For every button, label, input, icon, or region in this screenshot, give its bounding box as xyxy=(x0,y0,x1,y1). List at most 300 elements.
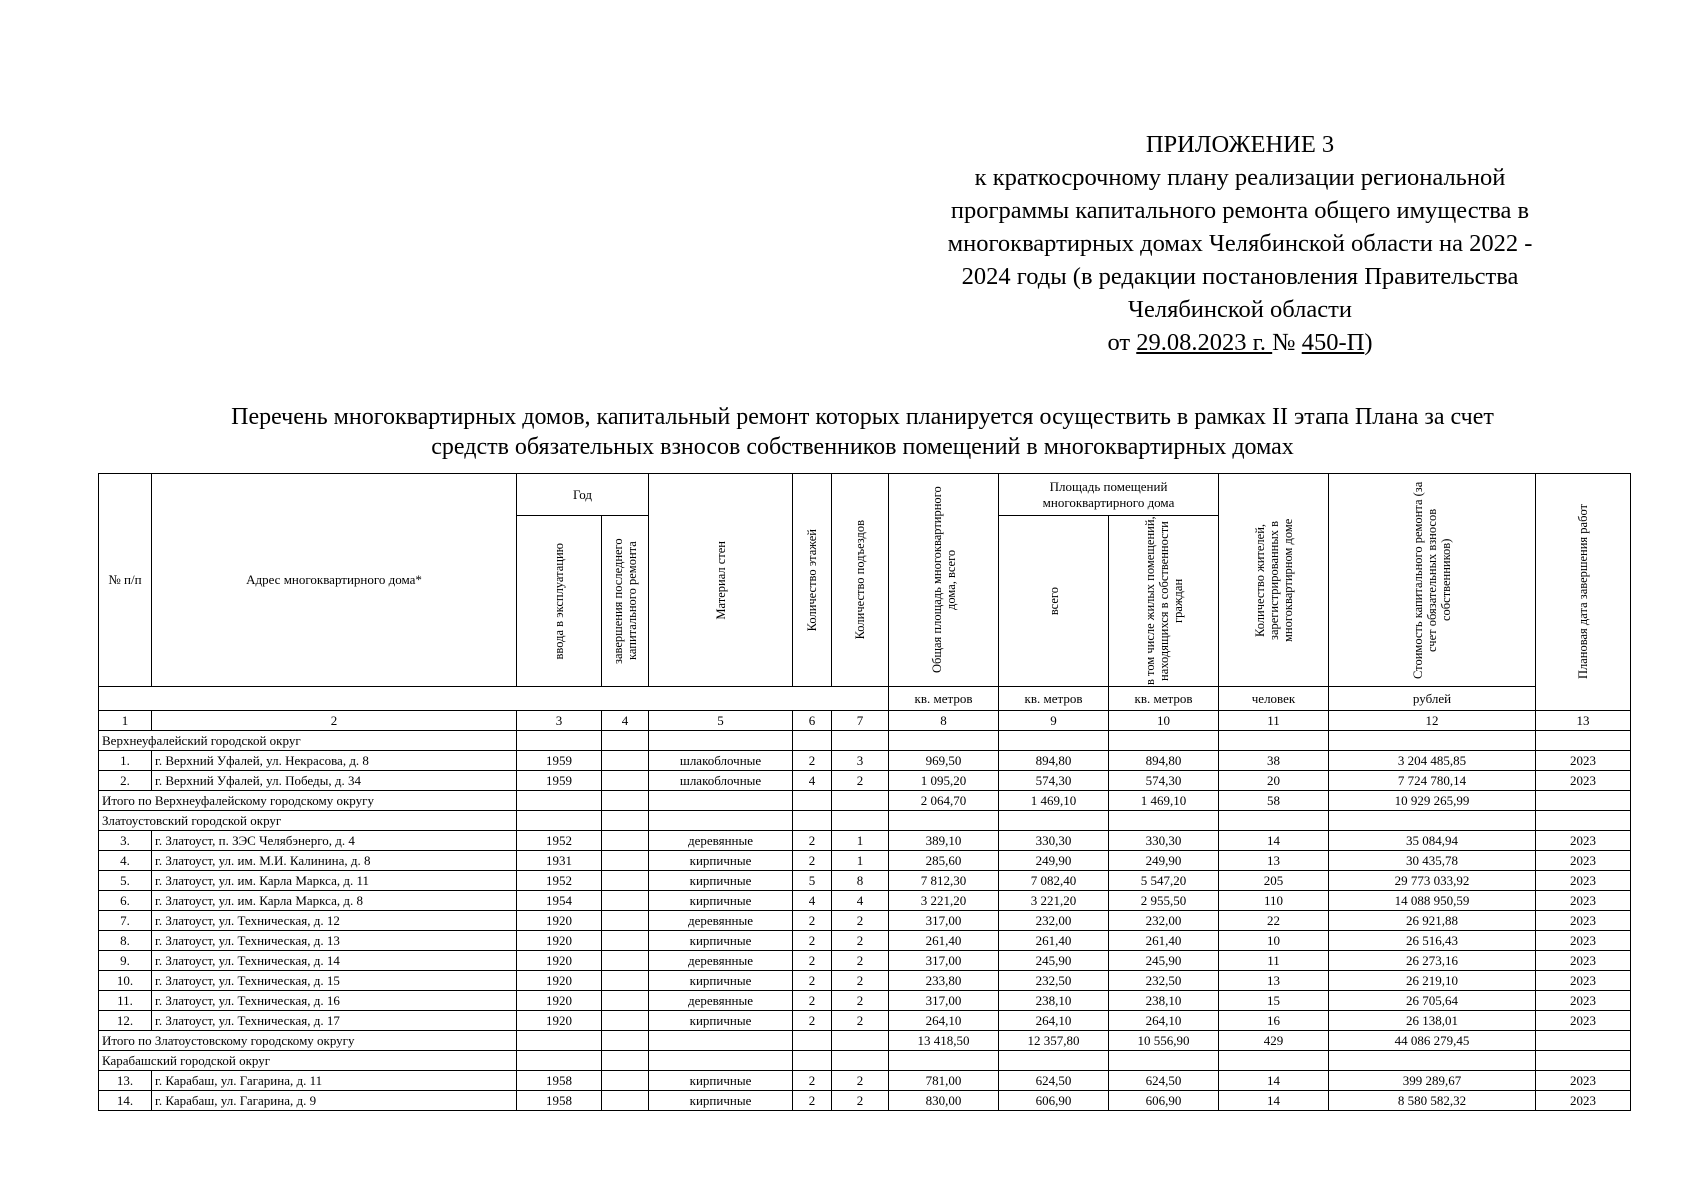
empty-cell xyxy=(832,811,889,831)
planned-date: 2023 xyxy=(1536,1011,1631,1031)
year-commission: 1959 xyxy=(517,771,602,791)
empty-cell xyxy=(602,791,649,811)
table-row xyxy=(99,991,1631,1011)
floors: 4 xyxy=(793,771,832,791)
premises-citizens: 232,50 xyxy=(1109,971,1219,991)
total-area: 389,10 xyxy=(889,831,999,851)
floors: 2 xyxy=(793,831,832,851)
year-commission: 1920 xyxy=(517,1011,602,1031)
table-row xyxy=(99,851,1631,871)
year-last-repair xyxy=(602,971,649,991)
row-number: 6. xyxy=(99,891,152,911)
unit-premises-citizens: кв. метров xyxy=(1109,687,1219,711)
premises-area: 330,30 xyxy=(999,831,1109,851)
decree-close: ) xyxy=(1364,329,1373,356)
premises-citizens: 2 955,50 xyxy=(1109,891,1219,911)
row-number: 8. xyxy=(99,931,152,951)
entrances: 1 xyxy=(832,831,889,851)
total-cost: 10 929 265,99 xyxy=(1329,791,1536,811)
premises-area: 7 082,40 xyxy=(999,871,1109,891)
unit-premises: кв. метров xyxy=(999,687,1109,711)
empty-cell xyxy=(793,791,832,811)
floors: 4 xyxy=(793,891,832,911)
empty-cell xyxy=(602,1031,649,1051)
column-number-13: 13 xyxy=(1536,711,1631,731)
unit-cost: рублей xyxy=(1329,687,1536,711)
year-commission: 1920 xyxy=(517,991,602,1011)
repair-cost: 26 705,64 xyxy=(1329,991,1536,1011)
appendix-header xyxy=(900,128,1580,359)
year-last-repair xyxy=(602,831,649,851)
year-last-repair xyxy=(602,911,649,931)
empty-cell xyxy=(999,731,1109,751)
wall-material: деревянные xyxy=(649,951,793,971)
empty-cell xyxy=(1109,731,1219,751)
planned-date: 2023 xyxy=(1536,771,1631,791)
entrances: 2 xyxy=(832,1011,889,1031)
repair-cost: 3 204 485,85 xyxy=(1329,751,1536,771)
header-premises-total: всего xyxy=(999,516,1109,687)
entrances: 3 xyxy=(832,751,889,771)
planned-date: 2023 xyxy=(1536,911,1631,931)
empty-cell xyxy=(1219,811,1329,831)
column-number-7: 7 xyxy=(832,711,889,731)
entrances: 2 xyxy=(832,971,889,991)
table-row xyxy=(99,971,1631,991)
floors: 2 xyxy=(793,951,832,971)
address: г. Златоуст, ул. им. Карла Маркса, д. 11 xyxy=(152,871,517,891)
table-row xyxy=(99,871,1631,891)
appendix-line-4: 2024 годы (в редакции постановления Правительства xyxy=(961,263,1519,290)
year-commission: 1920 xyxy=(517,911,602,931)
premises-area: 264,10 xyxy=(999,1011,1109,1031)
header-total-area: Общая площадь многоквартирного дома, всего xyxy=(889,474,999,687)
year-last-repair xyxy=(602,891,649,911)
total-label: Итого по Златоустовскому городскому округу xyxy=(99,1031,517,1051)
row-number: 9. xyxy=(99,951,152,971)
decree-date: 29.08.2023 г. xyxy=(1136,329,1273,356)
planned-date: 2023 xyxy=(1536,1071,1631,1091)
repair-cost: 26 273,16 xyxy=(1329,951,1536,971)
total-area: 285,60 xyxy=(889,851,999,871)
premises-citizens: 232,00 xyxy=(1109,911,1219,931)
residents: 38 xyxy=(1219,751,1329,771)
planned-date: 2023 xyxy=(1536,971,1631,991)
floors: 2 xyxy=(793,1091,832,1111)
premises-area: 249,90 xyxy=(999,851,1109,871)
empty-cell xyxy=(602,1051,649,1071)
empty-cell xyxy=(793,1031,832,1051)
list-title-line-1: Перечень многоквартирных домов, капитальный ремонт которых планируется осуществить в рамках II этапа Плана за счет xyxy=(231,404,1494,430)
section-row xyxy=(99,1051,1631,1071)
repair-cost: 26 138,01 xyxy=(1329,1011,1536,1031)
address: г. Златоуст, ул. им. Карла Маркса, д. 8 xyxy=(152,891,517,911)
row-number: 3. xyxy=(99,831,152,851)
premises-area: 606,90 xyxy=(999,1091,1109,1111)
header-num: № п/п xyxy=(99,474,152,687)
premises-citizens: 330,30 xyxy=(1109,831,1219,851)
year-commission: 1931 xyxy=(517,851,602,871)
repair-cost: 26 921,88 xyxy=(1329,911,1536,931)
residents: 14 xyxy=(1219,1091,1329,1111)
appendix-line-3: многоквартирных домах Челябинской области на 2022 - xyxy=(947,230,1533,257)
total-premises-citizens: 1 469,10 xyxy=(1109,791,1219,811)
year-last-repair xyxy=(602,1091,649,1111)
repair-cost: 14 088 950,59 xyxy=(1329,891,1536,911)
wall-material: кирпичные xyxy=(649,1091,793,1111)
unit-area: кв. метров xyxy=(889,687,999,711)
row-number: 11. xyxy=(99,991,152,1011)
residents: 22 xyxy=(1219,911,1329,931)
column-number-8: 8 xyxy=(889,711,999,731)
empty-cell xyxy=(832,791,889,811)
year-commission: 1958 xyxy=(517,1091,602,1111)
address: г. Златоуст, ул. им. М.И. Калинина, д. 8 xyxy=(152,851,517,871)
total-area: 3 221,20 xyxy=(889,891,999,911)
empty-cell xyxy=(1536,791,1631,811)
empty-cell xyxy=(889,731,999,751)
residents: 110 xyxy=(1219,891,1329,911)
year-commission: 1958 xyxy=(517,1071,602,1091)
empty-cell xyxy=(649,791,793,811)
header-floors: Количество этажей xyxy=(793,474,832,687)
row-number: 12. xyxy=(99,1011,152,1031)
residents: 14 xyxy=(1219,831,1329,851)
total-area: 317,00 xyxy=(889,951,999,971)
premises-area: 232,00 xyxy=(999,911,1109,931)
residents: 14 xyxy=(1219,1071,1329,1091)
appendix-decree-ref xyxy=(900,326,1580,359)
empty-cell xyxy=(517,791,602,811)
entrances: 2 xyxy=(832,951,889,971)
table-row xyxy=(99,1091,1631,1111)
empty-cell xyxy=(999,1051,1109,1071)
residents: 205 xyxy=(1219,871,1329,891)
empty-cell xyxy=(1109,811,1219,831)
section-label: Верхнеуфалейский городской округ xyxy=(99,731,517,751)
table-row xyxy=(99,1071,1631,1091)
header-premises-citizens: в том числе жилых помещений, находящихся в собственности граждан xyxy=(1109,516,1219,687)
year-last-repair xyxy=(602,751,649,771)
entrances: 4 xyxy=(832,891,889,911)
decree-number-sign: № xyxy=(1272,329,1302,356)
empty-cell xyxy=(1536,1031,1631,1051)
total-area: 261,40 xyxy=(889,931,999,951)
empty-cell xyxy=(602,731,649,751)
premises-citizens: 249,90 xyxy=(1109,851,1219,871)
premises-citizens: 574,30 xyxy=(1109,771,1219,791)
premises-area: 624,50 xyxy=(999,1071,1109,1091)
floors: 5 xyxy=(793,871,832,891)
empty-cell xyxy=(1536,731,1631,751)
wall-material: деревянные xyxy=(649,831,793,851)
header-entrances: Количество подъездов xyxy=(832,474,889,687)
address: г. Верхний Уфалей, ул. Победы, д. 34 xyxy=(152,771,517,791)
residents: 20 xyxy=(1219,771,1329,791)
decree-from: от xyxy=(1107,329,1137,356)
total-residents: 58 xyxy=(1219,791,1329,811)
total-premises: 1 469,10 xyxy=(999,791,1109,811)
wall-material: кирпичные xyxy=(649,971,793,991)
repair-cost: 7 724 780,14 xyxy=(1329,771,1536,791)
row-number: 13. xyxy=(99,1071,152,1091)
row-number: 14. xyxy=(99,1091,152,1111)
total-row xyxy=(99,1031,1631,1051)
address: г. Златоуст, ул. Техническая, д. 16 xyxy=(152,991,517,1011)
header-year-commission: ввода в эксплуатацию xyxy=(517,516,602,687)
repair-cost: 30 435,78 xyxy=(1329,851,1536,871)
address: г. Златоуст, ул. Техническая, д. 14 xyxy=(152,951,517,971)
empty-cell xyxy=(649,811,793,831)
repair-cost: 35 084,94 xyxy=(1329,831,1536,851)
repair-cost: 399 289,67 xyxy=(1329,1071,1536,1091)
section-label: Карабашский городской округ xyxy=(99,1051,517,1071)
header-residents: Количество жителей, зарегистрированных в многоквартирном доме xyxy=(1219,474,1329,687)
wall-material: кирпичные xyxy=(649,891,793,911)
wall-material: деревянные xyxy=(649,991,793,1011)
column-numbers xyxy=(99,711,1631,731)
column-number-9: 9 xyxy=(999,711,1109,731)
column-number-6: 6 xyxy=(793,711,832,731)
column-number-5: 5 xyxy=(649,711,793,731)
total-area: 317,00 xyxy=(889,991,999,1011)
appendix-line-5: Челябинской области xyxy=(1128,296,1352,323)
empty-cell xyxy=(1536,811,1631,831)
premises-area: 245,90 xyxy=(999,951,1109,971)
decree-number: 450-П xyxy=(1301,329,1365,356)
floors: 2 xyxy=(793,851,832,871)
table-row xyxy=(99,771,1631,791)
year-last-repair xyxy=(602,951,649,971)
premises-area: 261,40 xyxy=(999,931,1109,951)
premises-citizens: 624,50 xyxy=(1109,1071,1219,1091)
premises-citizens: 606,90 xyxy=(1109,1091,1219,1111)
column-number-1: 1 xyxy=(99,711,152,731)
planned-date: 2023 xyxy=(1536,931,1631,951)
list-title-line-2: средств обязательных взносов собственников помещений в многоквартирных домах xyxy=(431,434,1294,460)
unit-residents: человек xyxy=(1219,687,1329,711)
residents: 13 xyxy=(1219,851,1329,871)
planned-date: 2023 xyxy=(1536,831,1631,851)
total-row xyxy=(99,791,1631,811)
empty-cell xyxy=(1219,1051,1329,1071)
repair-cost: 26 516,43 xyxy=(1329,931,1536,951)
planned-date: 2023 xyxy=(1536,851,1631,871)
table-row xyxy=(99,831,1631,851)
address: г. Златоуст, ул. Техническая, д. 13 xyxy=(152,931,517,951)
total-area: 264,10 xyxy=(889,1011,999,1031)
empty-cell xyxy=(999,811,1109,831)
premises-citizens: 261,40 xyxy=(1109,931,1219,951)
entrances: 8 xyxy=(832,871,889,891)
table-body xyxy=(99,731,1631,1111)
residents: 13 xyxy=(1219,971,1329,991)
planned-date: 2023 xyxy=(1536,891,1631,911)
empty-cell xyxy=(832,1031,889,1051)
table-row xyxy=(99,891,1631,911)
header-cost: Стоимость капитального ремонта (за счет обязательных взносов собственников) xyxy=(1329,474,1536,687)
column-number-2: 2 xyxy=(152,711,517,731)
address: г. Златоуст, ул. Техническая, д. 17 xyxy=(152,1011,517,1031)
planned-date: 2023 xyxy=(1536,1091,1631,1111)
total-premises: 12 357,80 xyxy=(999,1031,1109,1051)
floors: 2 xyxy=(793,1071,832,1091)
total-area: 1 095,20 xyxy=(889,771,999,791)
table-row xyxy=(99,911,1631,931)
total-area: 13 418,50 xyxy=(889,1031,999,1051)
empty-cell xyxy=(793,1051,832,1071)
empty-cell xyxy=(889,811,999,831)
header-wall: Материал стен xyxy=(649,474,793,687)
wall-material: кирпичные xyxy=(649,871,793,891)
floors: 2 xyxy=(793,911,832,931)
section-row xyxy=(99,811,1631,831)
entrances: 2 xyxy=(832,911,889,931)
empty-cell xyxy=(1329,731,1536,751)
empty-cell xyxy=(517,731,602,751)
residents: 15 xyxy=(1219,991,1329,1011)
empty-cell xyxy=(832,1051,889,1071)
header-premises-area: Площадь помещений многоквартирного дома xyxy=(999,474,1219,516)
planned-date: 2023 xyxy=(1536,751,1631,771)
total-area: 7 812,30 xyxy=(889,871,999,891)
wall-material: кирпичные xyxy=(649,1071,793,1091)
total-residents: 429 xyxy=(1219,1031,1329,1051)
empty-cell xyxy=(602,811,649,831)
wall-material: шлакоблочные xyxy=(649,751,793,771)
premises-area: 232,50 xyxy=(999,971,1109,991)
planned-date: 2023 xyxy=(1536,951,1631,971)
address: г. Верхний Уфалей, ул. Некрасова, д. 8 xyxy=(152,751,517,771)
entrances: 2 xyxy=(832,771,889,791)
empty-cell xyxy=(1329,1051,1536,1071)
residents: 10 xyxy=(1219,931,1329,951)
entrances: 1 xyxy=(832,851,889,871)
year-commission: 1920 xyxy=(517,931,602,951)
empty-cell xyxy=(1109,1051,1219,1071)
wall-material: кирпичные xyxy=(649,931,793,951)
address: г. Златоуст, ул. Техническая, д. 12 xyxy=(152,911,517,931)
column-number-11: 11 xyxy=(1219,711,1329,731)
year-commission: 1952 xyxy=(517,871,602,891)
header-address: Адрес многоквартирного дома* xyxy=(152,474,517,687)
empty-cell xyxy=(517,811,602,831)
column-number-3: 3 xyxy=(517,711,602,731)
appendix-line-1: к краткосрочному плану реализации региональной xyxy=(974,164,1506,191)
empty-cell xyxy=(1219,731,1329,751)
empty-cell xyxy=(832,731,889,751)
total-label: Итого по Верхнеуфалейскому городскому округу xyxy=(99,791,517,811)
premises-citizens: 894,80 xyxy=(1109,751,1219,771)
address: г. Златоуст, ул. Техническая, д. 15 xyxy=(152,971,517,991)
address: г. Златоуст, п. ЗЭС Челябэнерго, д. 4 xyxy=(152,831,517,851)
premises-area: 894,80 xyxy=(999,751,1109,771)
premises-area: 574,30 xyxy=(999,771,1109,791)
appendix-title: ПРИЛОЖЕНИЕ 3 xyxy=(1145,131,1335,158)
table-row xyxy=(99,751,1631,771)
empty-cell xyxy=(1329,811,1536,831)
empty-cell xyxy=(649,1051,793,1071)
year-last-repair xyxy=(602,771,649,791)
row-number: 4. xyxy=(99,851,152,871)
entrances: 2 xyxy=(832,991,889,1011)
total-premises-citizens: 10 556,90 xyxy=(1109,1031,1219,1051)
section-label: Златоустовский городской округ xyxy=(99,811,517,831)
year-last-repair xyxy=(602,851,649,871)
entrances: 2 xyxy=(832,1071,889,1091)
wall-material: деревянные xyxy=(649,911,793,931)
residents: 11 xyxy=(1219,951,1329,971)
year-last-repair xyxy=(602,931,649,951)
floors: 2 xyxy=(793,971,832,991)
row-number: 2. xyxy=(99,771,152,791)
empty-cell xyxy=(517,1051,602,1071)
header-planned-date: Плановая дата завершения работ xyxy=(1536,474,1631,711)
empty-cell xyxy=(793,811,832,831)
year-commission: 1920 xyxy=(517,951,602,971)
repair-cost: 29 773 033,92 xyxy=(1329,871,1536,891)
empty-cell xyxy=(889,1051,999,1071)
repair-cost: 8 580 582,32 xyxy=(1329,1091,1536,1111)
year-last-repair xyxy=(602,1011,649,1031)
year-commission: 1954 xyxy=(517,891,602,911)
column-number-12: 12 xyxy=(1329,711,1536,731)
wall-material: шлакоблочные xyxy=(649,771,793,791)
empty-cell xyxy=(649,731,793,751)
floors: 2 xyxy=(793,991,832,1011)
column-number-row xyxy=(99,711,1631,731)
header-year: Год xyxy=(517,474,649,516)
houses-table xyxy=(98,473,1631,1111)
wall-material: кирпичные xyxy=(649,851,793,871)
table-row xyxy=(99,1011,1631,1031)
premises-area: 238,10 xyxy=(999,991,1109,1011)
residents: 16 xyxy=(1219,1011,1329,1031)
row-number: 1. xyxy=(99,751,152,771)
address: г. Карабаш, ул. Гагарина, д. 9 xyxy=(152,1091,517,1111)
year-last-repair xyxy=(602,1071,649,1091)
floors: 2 xyxy=(793,1011,832,1031)
column-number-10: 10 xyxy=(1109,711,1219,731)
year-last-repair xyxy=(602,991,649,1011)
empty-cell xyxy=(1536,1051,1631,1071)
row-number: 5. xyxy=(99,871,152,891)
header-year-last-repair: завершения последнего капитального ремонта xyxy=(602,516,649,687)
total-area: 781,00 xyxy=(889,1071,999,1091)
total-area: 233,80 xyxy=(889,971,999,991)
empty-cell xyxy=(649,1031,793,1051)
premises-citizens: 5 547,20 xyxy=(1109,871,1219,891)
empty-cell xyxy=(517,1031,602,1051)
floors: 2 xyxy=(793,931,832,951)
wall-material: кирпичные xyxy=(649,1011,793,1031)
section-row xyxy=(99,731,1631,751)
header-units-blank xyxy=(99,687,889,711)
year-last-repair xyxy=(602,871,649,891)
premises-citizens: 245,90 xyxy=(1109,951,1219,971)
premises-area: 3 221,20 xyxy=(999,891,1109,911)
planned-date: 2023 xyxy=(1536,991,1631,1011)
floors: 2 xyxy=(793,751,832,771)
table-row xyxy=(99,951,1631,971)
year-commission: 1959 xyxy=(517,751,602,771)
entrances: 2 xyxy=(832,931,889,951)
entrances: 2 xyxy=(832,1091,889,1111)
year-commission: 1952 xyxy=(517,831,602,851)
total-area: 2 064,70 xyxy=(889,791,999,811)
premises-citizens: 264,10 xyxy=(1109,1011,1219,1031)
address: г. Карабаш, ул. Гагарина, д. 11 xyxy=(152,1071,517,1091)
